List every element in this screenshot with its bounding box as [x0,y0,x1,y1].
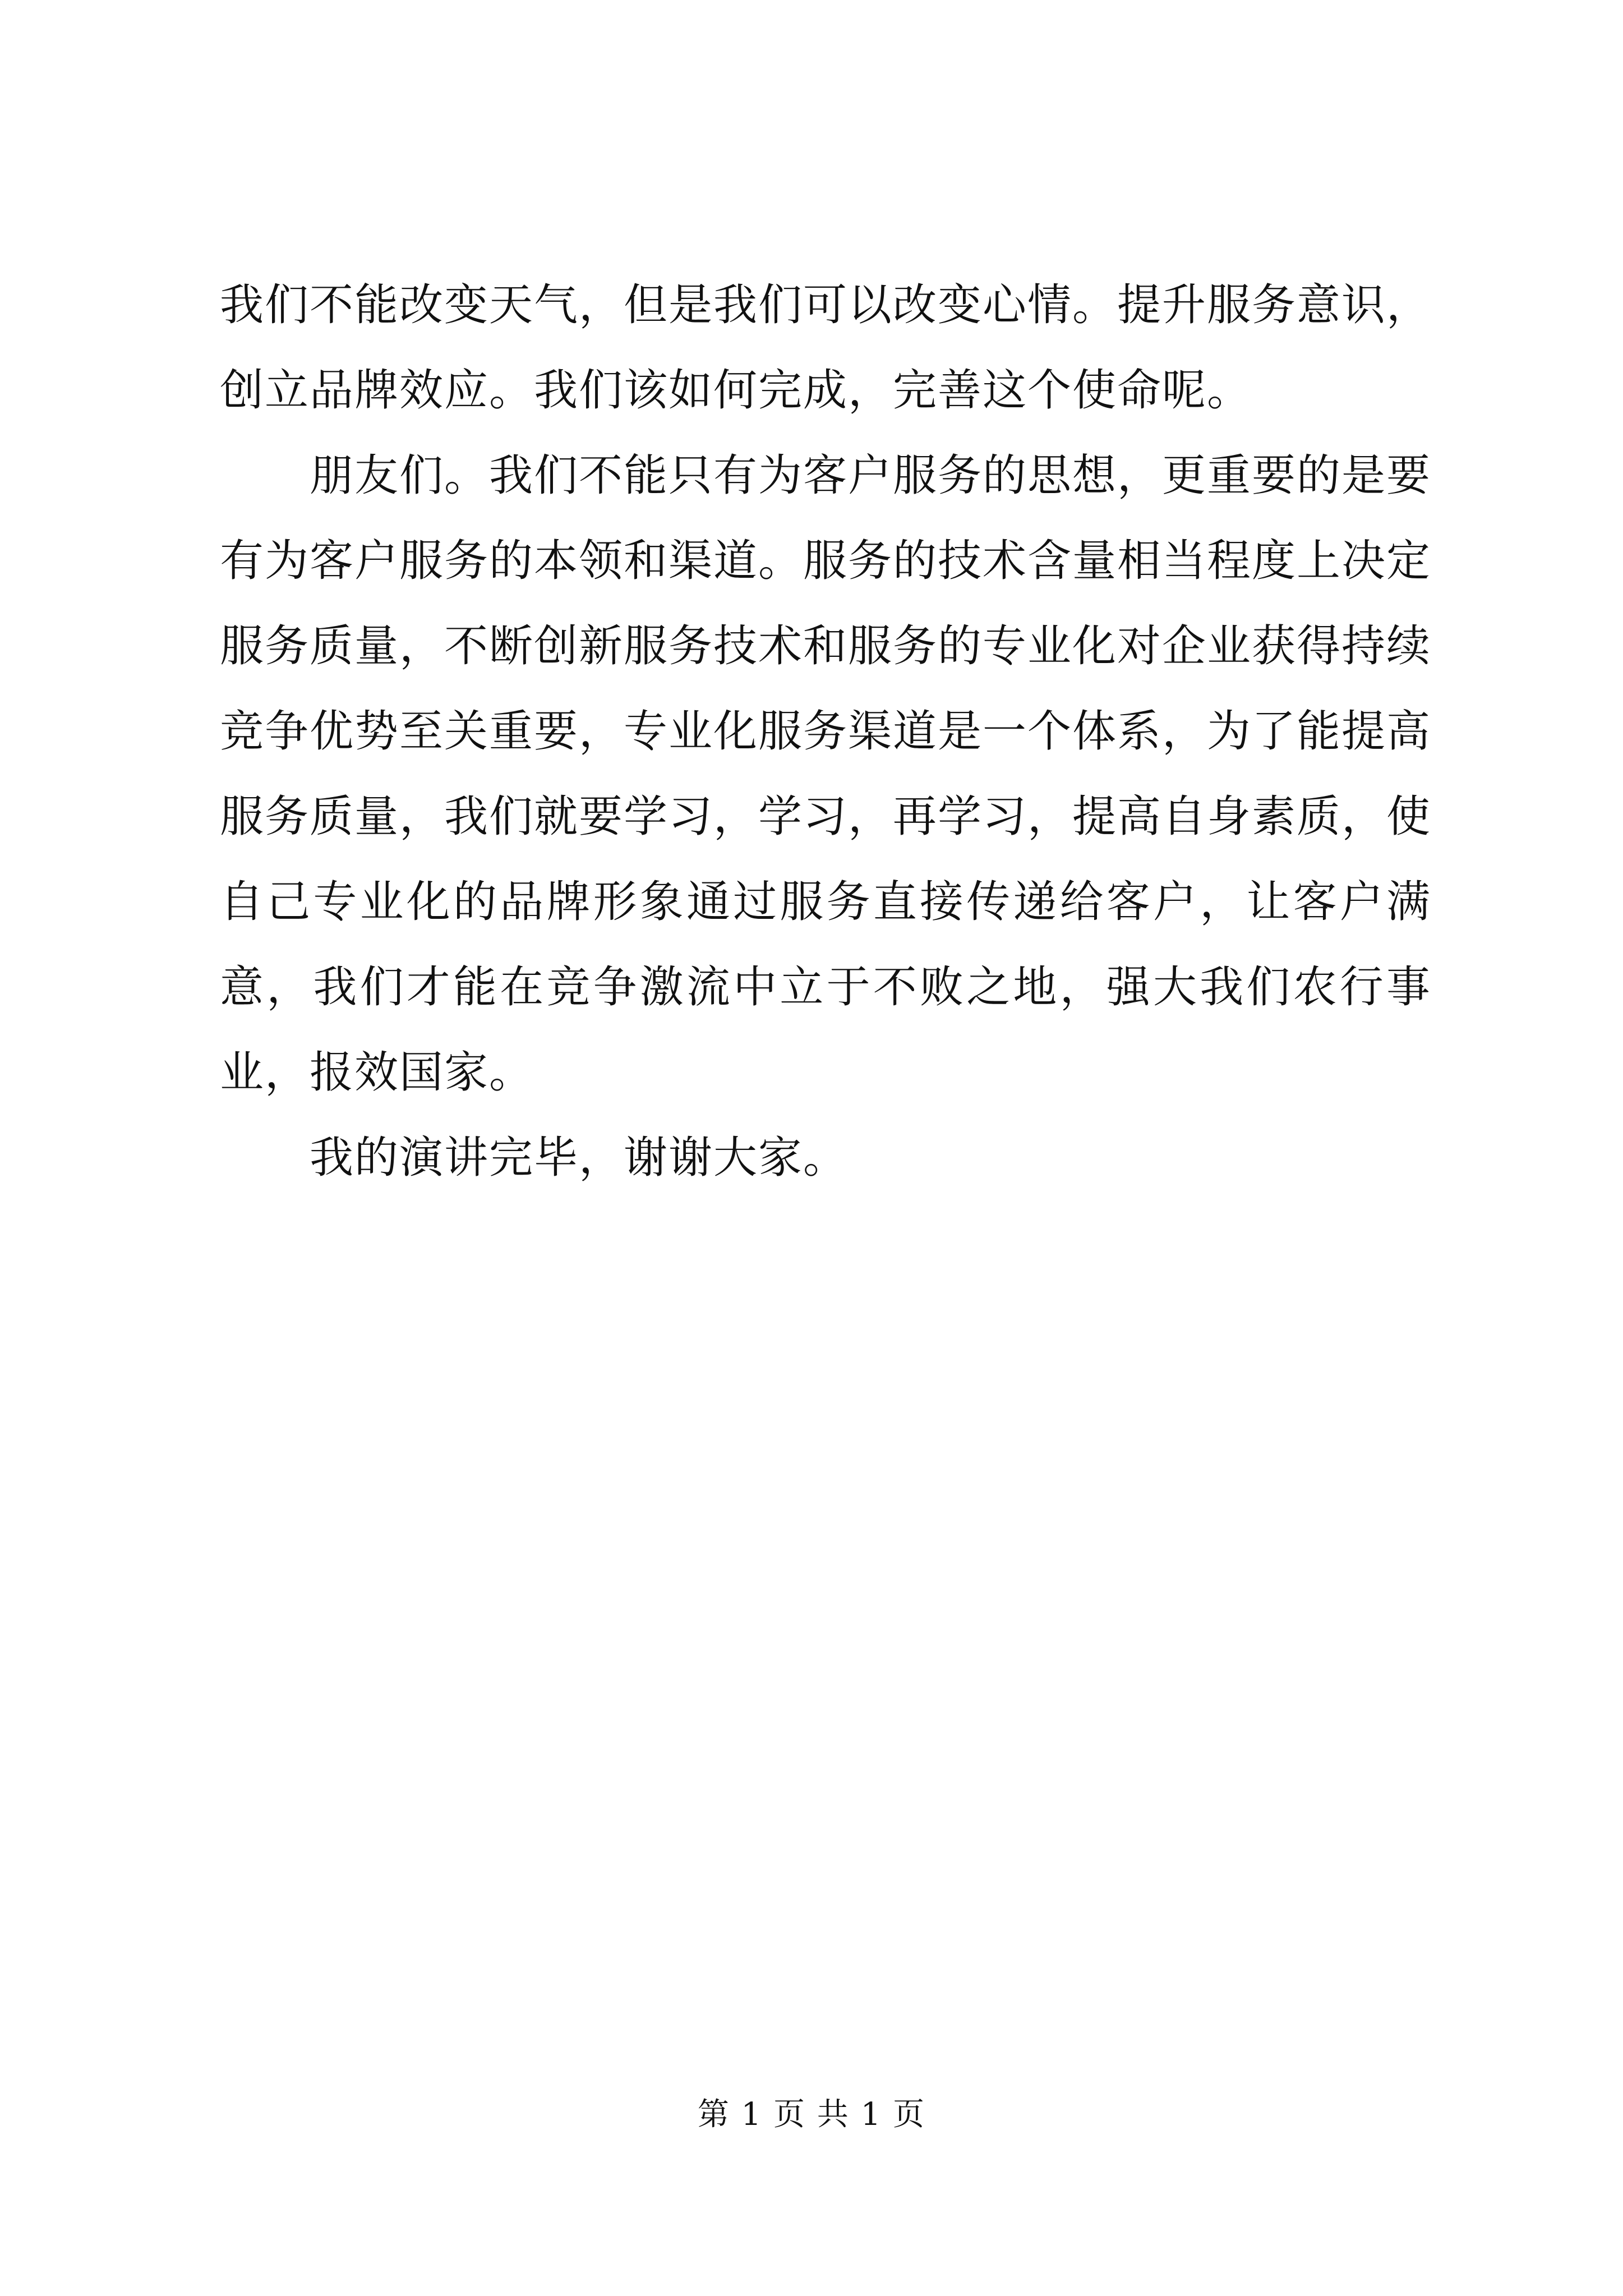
paragraph-2: 朋友们。我们不能只有为客户服务的思想，更重要的是要有为客户服务的本领和渠道。服务的技术含量相当程度上决定服务质量，不断创新服务技术和服务的专业化对企业获得持续竞争优势至关重要，专业化服务渠道是一个体系，为了能提高服务质量，我们就要学习，学习，再学习，提高自身素质，使自己专业化的品牌形象通过服务直接传递给客户，让客户满意，我们才能在竞争激流中立于不败之地，强大我们农行事业，报效国家。 [220,450,1432,1098]
page-footer: 第 1 页 共 1 页 [697,2096,926,2133]
paragraph-1: 我们不能改变天气，但是我们可以改变心情。提升服务意识，创立品牌效应。我们该如何完成，完善这个使命呢。 [220,280,1432,416]
paragraph-3: 我的演讲完毕，谢谢大家。 [310,1133,849,1183]
document-body [220,263,1431,1200]
